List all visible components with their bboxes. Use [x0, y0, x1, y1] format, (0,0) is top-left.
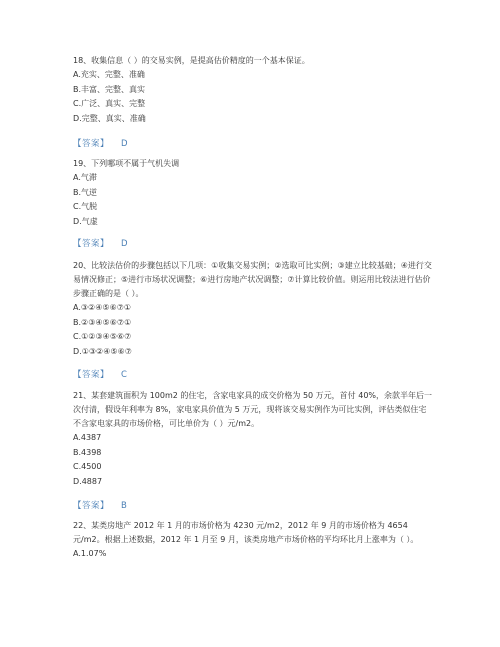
question-21: [73, 389, 433, 489]
question-stem: 20、比较法估价的步骤包括以下几项：①收集交易实例；②选取可比实例；③建立比较基础；④进行交易情况修正；⑤进行市场状况调整；⑥进行房地产状况调整；⑦计算比较价值。则运用比较法进行估价步骤正确的是（ ）。: [73, 261, 432, 298]
answer-20: [73, 368, 127, 380]
answer-label: 【答案】: [73, 139, 110, 149]
question-stem: 22、某类房地产 2012 年 1 月的市场价格为 4230 元/m2，2012 年 9 月的市场价格为 4654 元/m2。根据上述数据，2012 年 1 月至 9 月，该类房地产市场价格的平均环比月上涨率为（ ）。: [73, 521, 419, 544]
answer-value: D: [121, 139, 128, 149]
question-stem: 18、收集信息（ ）的交易实例，是提高估价精度的一个基本保证。: [73, 56, 310, 65]
option-d: D.①③②④⑤⑥⑦: [73, 346, 132, 356]
option-c: C.广泛、真实、完整: [73, 99, 146, 108]
answer-value: D: [121, 239, 128, 249]
answer-21: [73, 499, 127, 511]
answer-value: C: [121, 370, 127, 380]
answer-19: [73, 237, 128, 249]
question-stem: 21、某套建筑面积为 100m2 的住宅，含家电家具的成交价格为 50 万元，首付 40%，余款半年后一次付清，假设年利率为 8%，家电家具价值为 5 万元，现将该交易实例作为可比实例，评估类似住宅不含家电家具的市场价格，可比单价为（ ）元/m2。: [73, 391, 433, 428]
answer-18: [73, 137, 128, 149]
option-b: B.丰富、完整、真实: [73, 84, 146, 94]
answer-label: 【答案】: [73, 239, 110, 249]
answer-label: 【答案】: [73, 501, 110, 511]
option-d: D.完整、真实、准确: [73, 113, 146, 123]
option-c: C.①②③④⑤⑥⑦: [73, 332, 132, 341]
option-a: A.4387: [73, 433, 102, 442]
answer-value: B: [121, 501, 127, 511]
option-b: B.②③④⑤⑥⑦①: [73, 317, 132, 327]
question-stem: 19、下列哪项不属于气机失调: [73, 159, 180, 168]
question-20: [73, 259, 433, 359]
question-22: [73, 519, 433, 562]
question-18: [73, 54, 433, 126]
option-a: A.充实、完整、准确: [73, 70, 145, 79]
question-19: [73, 157, 433, 229]
answer-label: 【答案】: [73, 370, 110, 380]
option-c: C.4500: [73, 462, 102, 471]
option-d: D.气虚: [73, 216, 98, 226]
option-c: C.气脱: [73, 202, 98, 211]
option-b: B.4398: [73, 447, 102, 457]
option-d: D.4887: [73, 476, 103, 486]
option-a: A.③②④⑤⑥⑦①: [73, 303, 132, 312]
option-b: B.气逆: [73, 187, 98, 197]
option-a: A.气滞: [73, 173, 97, 182]
option-a: A.1.07%: [73, 549, 107, 558]
